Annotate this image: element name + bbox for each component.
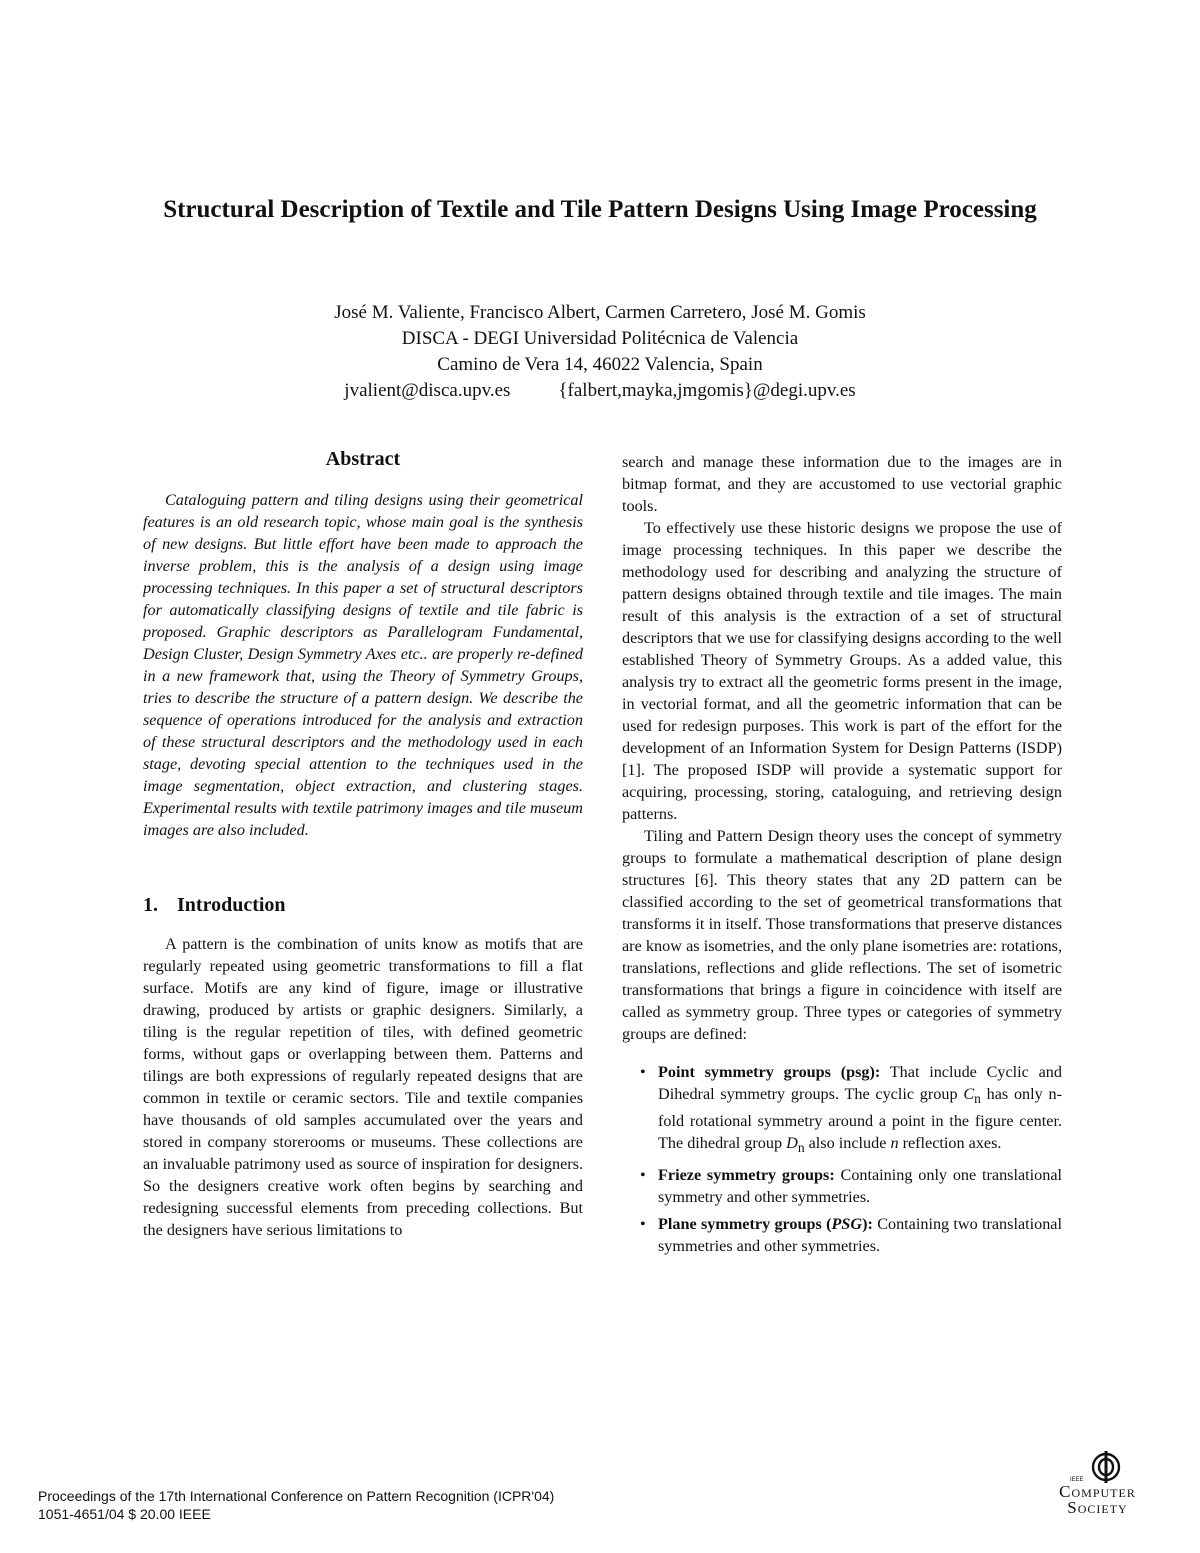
author-names: José M. Valiente, Francisco Albert, Carmen Carretero, José M. Gomis (334, 302, 866, 323)
paper-title: Structural Description of Textile and Tile Pattern Designs Using Image Processing (163, 196, 1037, 223)
symmetry-group-list (622, 1061, 1062, 1257)
intro-paragraph-1-continued: search and manage these information due to the images are in bitmap format, and they are accustomed to use vectorial graphic tools. (622, 453, 1062, 515)
logo-text-society: Society (1067, 1498, 1128, 1517)
list-item-term: Plane symmetry groups (PSG): (658, 1215, 873, 1234)
intro-paragraph-3: Tiling and Pattern Design theory uses the concept of symmetry groups to formulate a mathematical description of plane design structures [6]. This theory states that any 2D pattern can be classified according to the set of geometrical transformations that transforms it in itself. Those transformations that preserve distances are know as isometries, and the only plane isometries are: rotations, translations, reflections and glide reflections. The set of isometric transformations that brings a figure in coincidence with itself are called as symmetry group. Three types or categories of symmetry groups are defined: (622, 827, 1062, 1043)
author-address: Camino de Vera 14, 46022 Valencia, Spain (437, 354, 763, 375)
intro-paragraph-2: To effectively use these historic designs we propose the use of image processing techniques. In this paper we describe the methodology used for describing and analyzing the structure of pattern designs obtained through textile and tile images. The main result of this analysis is the extraction of a set of structural descriptors that we use for classifying designs according to the well established Theory of Symmetry Groups. As a added value, this analysis try to extract all the geometric forms present in the image, in vectorial format, and all the geometric information that can be used for redesign purposes. This work is part of the effort for the development of an Information System for Design Patterns (ISDP) [1]. The proposed ISDP will provide a systematic support for acquiring, processing, storing, cataloguing, and retrieving design patterns. (622, 519, 1062, 823)
email-secondary: {falbert,mayka,jmgomis}@degi.upv.es (558, 380, 856, 401)
author-affiliation: DISCA - DEGI Universidad Politécnica de Valencia (401, 328, 799, 349)
proceedings-footer (38, 1487, 554, 1523)
logo-text-computer: Computer (1059, 1482, 1136, 1501)
svg-text:IEEE: IEEE (1069, 1477, 1084, 1483)
abstract-text: Cataloguing pattern and tiling designs using their geometrical features is an old research topic, whose main goal is the synthesis of new designs. But little effort have been made to approach the inverse problem, this is the analysis of a design using image processing techniques. In this paper a set of structural descriptors for automatically classifying designs of textile and tile fabric is proposed. Graphic descriptors as Parallelogram Fundamental, Design Cluster, Design Symmetry Axes etc.. are properly re-defined in a new framework that, using the Theory of Symmetry Groups, tries to describe the structure of a pattern design. We describe the sequence of operations introduced for the analysis and extraction of these structural descriptors and the methodology used in each stage, devoting special attention to the techniques used in the image segmentation, object extraction, and clustering stages. Experimental results with textile patrimony images and tile museum images are also included. (143, 491, 583, 839)
section-number: 1. (143, 894, 158, 916)
bullet-icon: • (640, 1063, 646, 1081)
email-primary: jvalient@disca.upv.es (344, 380, 511, 401)
ieee-computer-society-logo-icon (1068, 1450, 1128, 1484)
list-item-term: Point symmetry groups (psg): (658, 1063, 881, 1081)
section-title: Introduction (177, 894, 286, 916)
bullet-icon: • (640, 1166, 646, 1185)
footer-issn: 1051-4651/04 $ 20.00 IEEE (38, 1506, 211, 1522)
list-item-text: Containing only one translational symmetry and other symmetries. (658, 1166, 1063, 1207)
list-item (622, 1164, 1062, 1208)
intro-paragraph-1: A pattern is the combination of units know as motifs that are regularly repeated using geometric transformations to fill a flat surface. Motifs are any kind of figure, image or illustrative drawing, produced by artists or graphic designers. Similarly, a tiling is the regular repetition of tiles, with defined geometric forms, without gaps or overlapping between them. Patterns and tilings are both expressions of regularly repeated designs that are common in textile or ceramic sectors. Tile and textile companies have thousands of old samples accumulated over the years and stored in company storerooms or museums. These collections are an invaluable patrimony used as source of inspiration for designers. So the designers creative work often begins by searching and redesigning successful elements from preceding collections. But the designers have serious limitations to (143, 935, 583, 1239)
list-item: • Point symmetry groups (psg): That include Cyclic and Dihedral symmetry groups. The cyclic group $C_n$ has only n-fold rotational symmetry around a point in the figure center. The dihedral group $D_n$ also include n reflection axes. (640, 1063, 1062, 1156)
list-item-term: Frieze symmetry groups: (658, 1166, 835, 1185)
bullet-icon: • (640, 1215, 646, 1234)
right-column (622, 451, 1062, 1262)
author-emails (150, 378, 1050, 404)
left-column (143, 447, 583, 1241)
footer-conference: Proceedings of the 17th International Conference on Pattern Recognition (ICPR'04) (38, 1488, 555, 1504)
abstract-heading: Abstract (325, 448, 401, 470)
introduction-heading (143, 893, 583, 917)
list-item (622, 1213, 1062, 1257)
author-block (150, 300, 1050, 404)
computer-society-logo (1030, 1450, 1165, 1525)
list-item-text: Containing two translational symmetries and other symmetries. (658, 1215, 1062, 1256)
